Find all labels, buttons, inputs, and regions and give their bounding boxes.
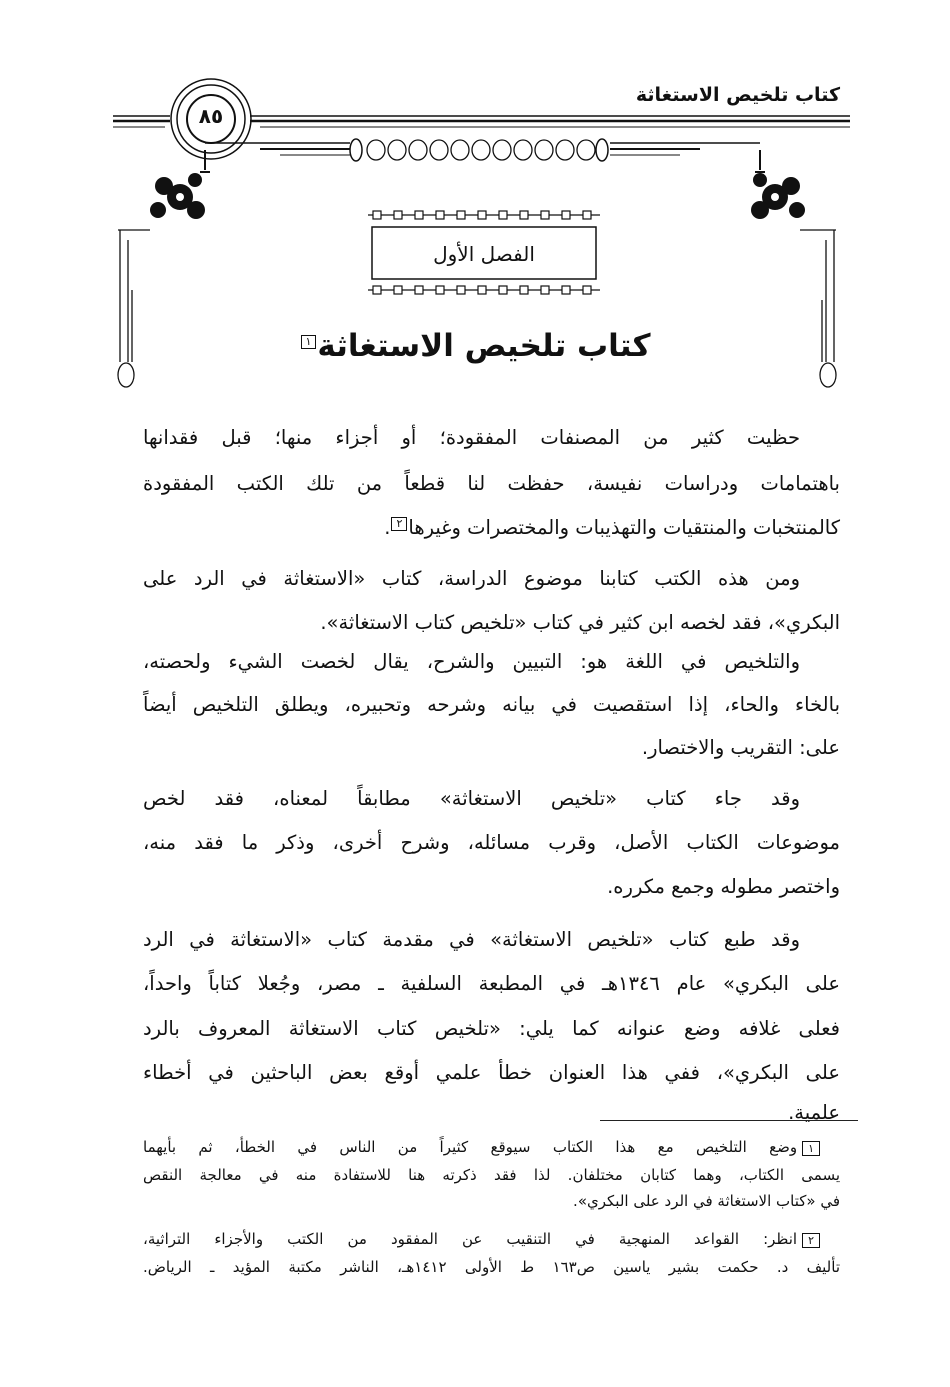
- chain-link: [478, 211, 486, 219]
- chain-link: [394, 211, 402, 219]
- body-line: باهتمامات ودراسات نفيسة، حفظت لنا قطعاً من تلك الكتب المفقودة: [143, 472, 840, 495]
- body-line: موضوعات الكتاب الأصل، وقرب مسائله، وشرح أخرى، وذكر ما فقد منه،: [143, 831, 840, 854]
- bead: [451, 140, 469, 160]
- chain-link: [436, 286, 444, 294]
- body-line-text: كالمنتخبات والمنتقيات والتهذيبات والمختصرات وغيرها: [408, 516, 840, 539]
- chapter-title-text: كتاب تلخيص الاستغاثة: [317, 328, 651, 364]
- chain-link: [520, 211, 528, 219]
- body-line: [143, 513, 840, 543]
- chain-link: [583, 211, 591, 219]
- chain-link: [373, 211, 381, 219]
- body-line: بالخاء والحاء، إذا استقصيت في بيانه وشرحه وتحبيره، ويطلق التلخيص أيضاً: [143, 693, 840, 716]
- footnote-text: وضع التلخيص مع هذا الكتاب سيوقع كثيراً من الناس في الخطأ، ثم بأيهما: [143, 1138, 798, 1156]
- flower-ornament-right: [751, 150, 805, 219]
- body-line: ومن هذه الكتب كتابنا موضوع الدراسة، كتاب «الاستغاثة في الرد على: [143, 567, 800, 590]
- page-number: ٨٥: [198, 104, 224, 128]
- chain-link: [415, 286, 423, 294]
- flower-ornament-left: [150, 150, 210, 219]
- chain-link: [520, 286, 528, 294]
- bead: [577, 140, 595, 160]
- chain-link: [583, 286, 591, 294]
- bead: [556, 140, 574, 160]
- frame-pillar-right: [800, 230, 836, 387]
- footnote-1-line: في «كتاب الاستغاثة في الرد على البكري».: [573, 1192, 840, 1210]
- body-line: حظيت كثير من المصنفات المفقودة؛ أو أجزاء منها؛ قبل فقدانها: [143, 426, 800, 449]
- running-title: كتاب تلخيص الاستغاثة: [635, 84, 840, 106]
- body-line: والتلخيص في اللغة هو: التبيين والشرح، يقال لخصت الشيء ولحصته،: [143, 650, 800, 673]
- chain-link: [457, 211, 465, 219]
- body-line: البكري»، فقد لخصه ابن كثير في كتاب «تلخيص كتاب الاستغاثة».: [320, 611, 840, 634]
- body-line: فعلى غلافه وضع عنوانه كما يلي: «تلخيص كتاب الاستغاثة المعروف بالرد: [143, 1017, 840, 1040]
- footnote-1-number: ١: [802, 1141, 820, 1156]
- body-line-end: .: [384, 516, 391, 539]
- bead: [367, 140, 385, 160]
- chain-link: [499, 211, 507, 219]
- bead: [535, 140, 553, 160]
- chain-link: [541, 211, 549, 219]
- body-line: على البكري»، ففي هذا العنوان خطأ علمي أوقع بعض الباحثين في أخطاء: [143, 1061, 840, 1084]
- footnote-ref-2[interactable]: ٢: [391, 517, 407, 531]
- footnote-2-line: [143, 1228, 840, 1250]
- chain-link: [562, 286, 570, 294]
- body-line: على: التقريب والاختصار.: [641, 736, 840, 759]
- chapter-title: [200, 328, 750, 364]
- frame-pillar-left: [118, 230, 150, 387]
- footnote-2-number: ٢: [802, 1233, 820, 1248]
- body-line: واختصر مطوله وجمع مكرره.: [607, 875, 840, 898]
- top-frame-bar: [205, 139, 760, 161]
- bead: [409, 140, 427, 160]
- chapter-label: الفصل الأول: [433, 242, 535, 266]
- footnote-2-line: تأليف د. حكمت بشير ياسين ص١٦٣ ط الأولى ١٤١٢هـ، الناشر مكتبة المؤيد ـ الرياض.: [143, 1258, 840, 1276]
- chain-link: [436, 211, 444, 219]
- bead: [388, 140, 406, 160]
- footnote-text: انظر: القواعد المنهجية في التنقيب عن المفقود من الكتب والأجزاء التراثية،: [143, 1230, 798, 1248]
- footnote-ref-1[interactable]: ١: [301, 335, 317, 349]
- body-line: وقد طبع كتاب «تلخيص الاستغاثة» في مقدمة كتاب «الاستغاثة في الرد: [143, 928, 800, 951]
- chain-link: [541, 286, 549, 294]
- bead: [514, 140, 532, 160]
- chain-link: [373, 286, 381, 294]
- bead: [430, 140, 448, 160]
- chain-link: [562, 211, 570, 219]
- bead: [493, 140, 511, 160]
- chain-link: [457, 286, 465, 294]
- chain-link: [499, 286, 507, 294]
- body-line: علمية.: [788, 1101, 840, 1124]
- footnote-1-line: يسمى الكتاب، وهما كتابان مختلفان. لذا فقد ذكرته هنا للاستفادة منه في معالجة النقص: [143, 1166, 840, 1184]
- footnote-1-line: [143, 1136, 840, 1158]
- chain-link: [478, 286, 486, 294]
- chain-link: [394, 286, 402, 294]
- body-line: على البكري» عام ١٣٤٦هـ في المطبعة السلفية ـ مصر، وجُعلا كتاباً واحداً،: [143, 972, 840, 995]
- bead: [472, 140, 490, 160]
- footnote-divider: [600, 1120, 858, 1121]
- body-line: وقد جاء كتاب «تلخيص الاستغاثة» مطابقاً لمعناه، فقد لخص: [143, 787, 800, 810]
- bead-chain: [367, 140, 595, 160]
- chain-link: [415, 211, 423, 219]
